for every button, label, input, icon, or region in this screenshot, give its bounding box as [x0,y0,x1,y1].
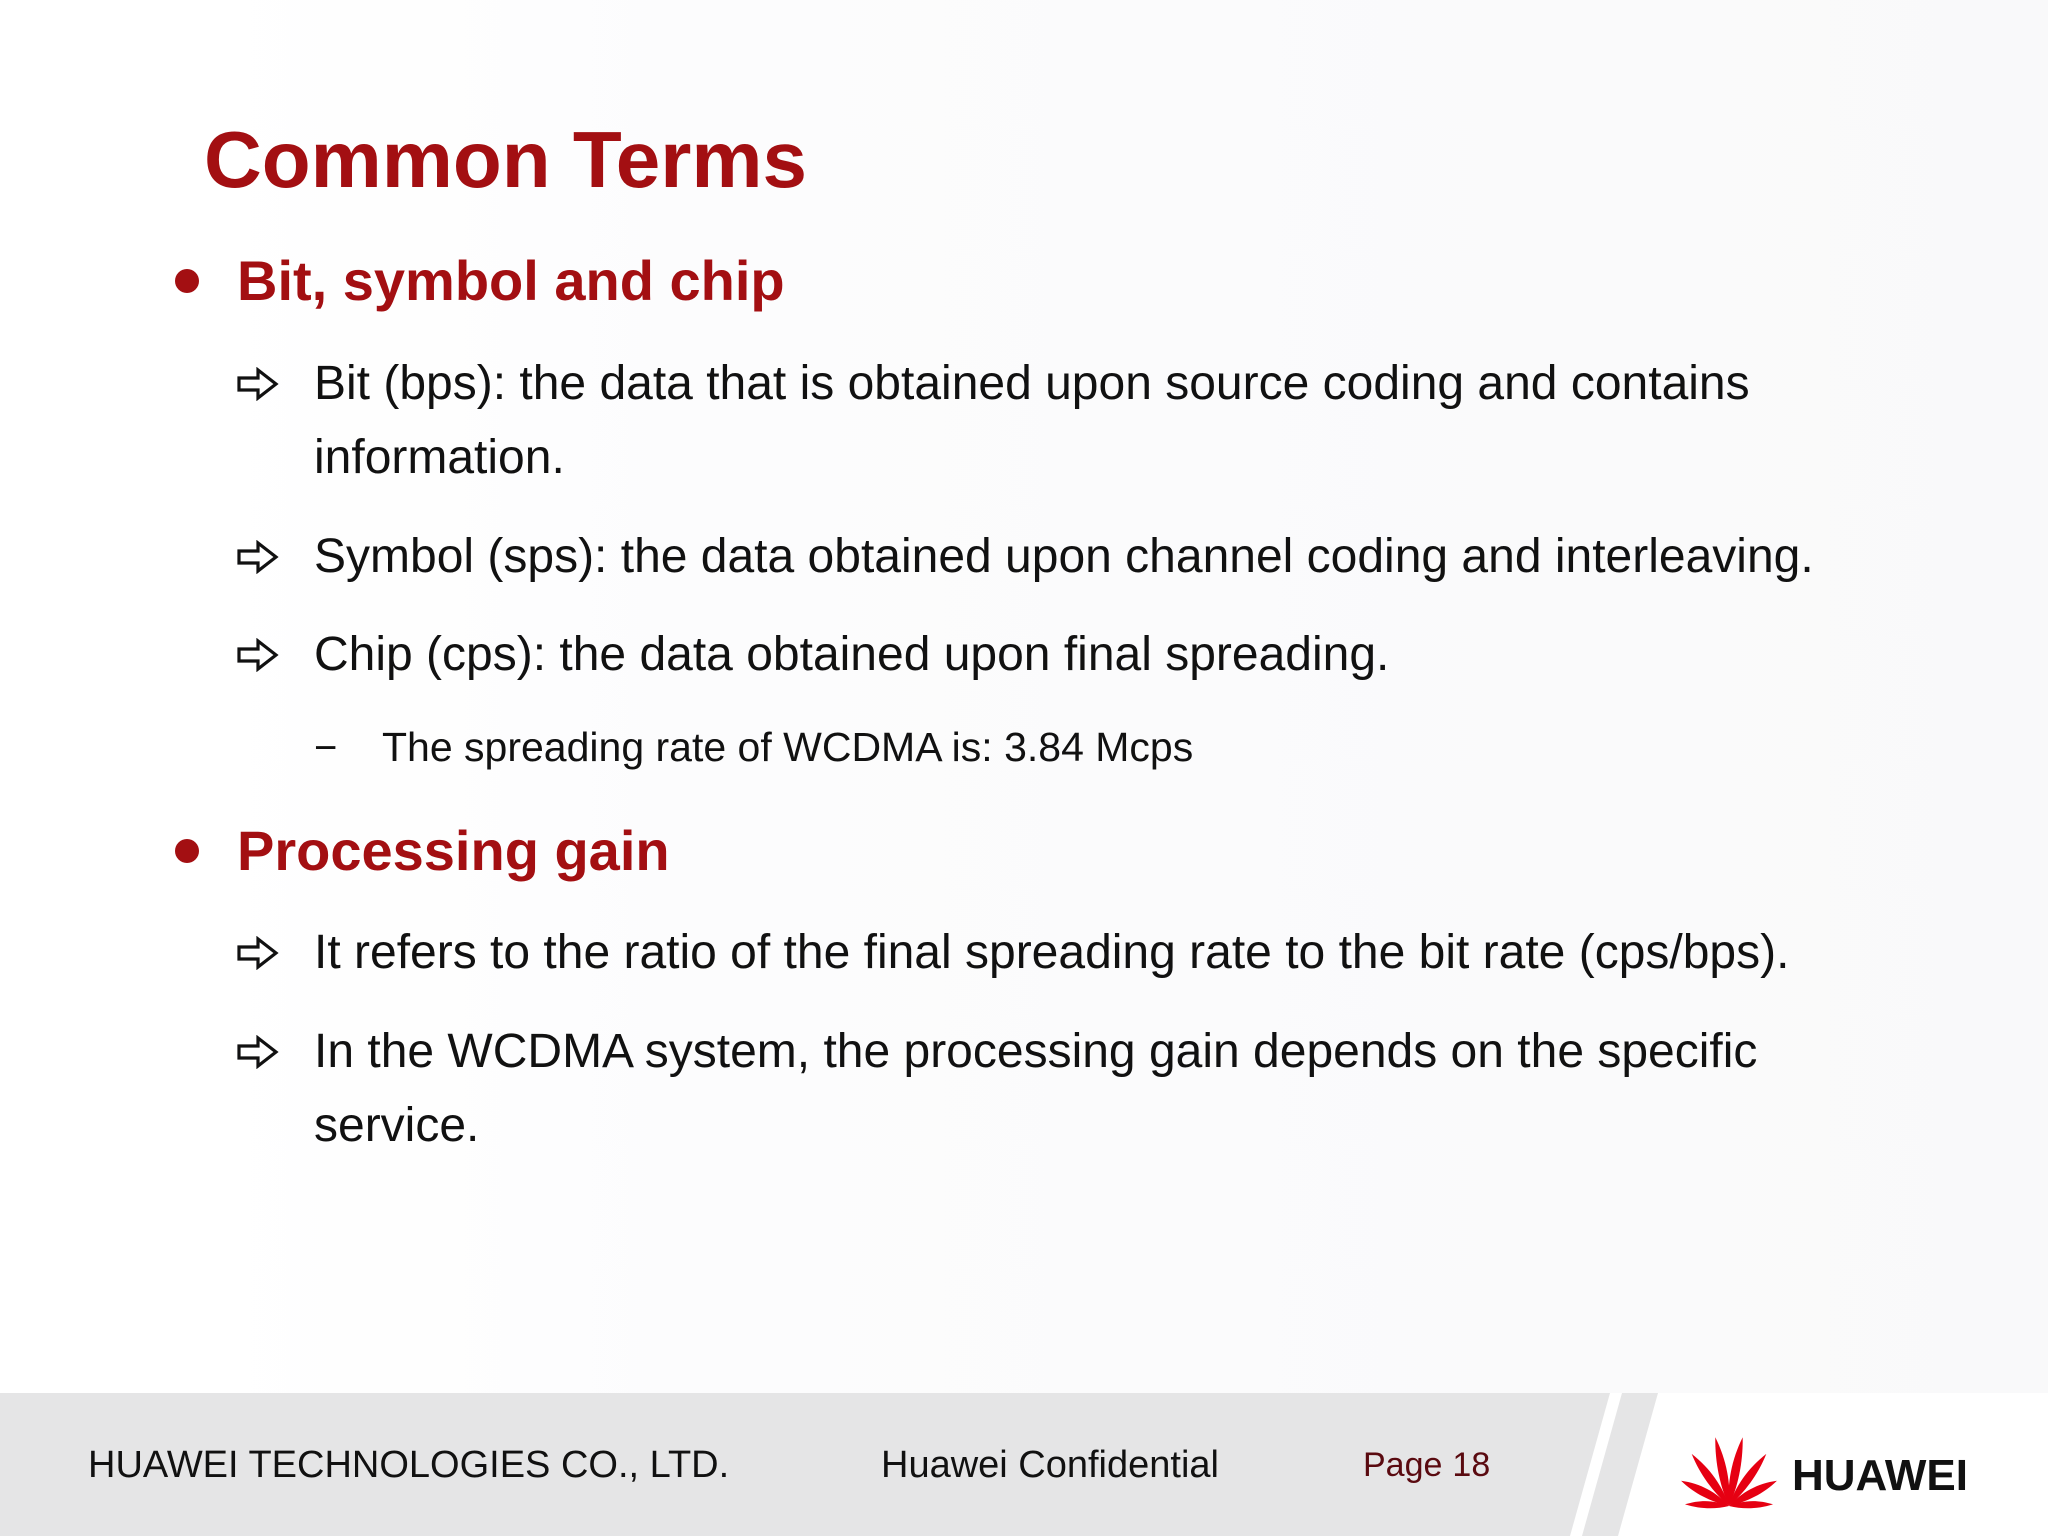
footer-company: HUAWEI TECHNOLOGIES CO., LTD. [88,1444,730,1486]
arrow-right-icon [236,618,314,692]
bullet-dot-icon [175,269,199,293]
list-item [236,1015,1936,1163]
list-item-text: It refers to the ratio of the final spreading rate to the bit rate (cps/bps). [314,926,1790,979]
arrow-right-icon [236,347,314,421]
list-item-text: In the WCDMA system, the processing gain depends on the specific service. [314,1025,1758,1152]
page-label: Page [1363,1446,1443,1484]
section-heading-label: Bit, symbol and chip [237,249,785,312]
sub-list-item-text: The spreading rate of WCDMA is: 3.84 Mcps [382,724,1194,770]
logo-text: HUAWEI [1792,1451,1968,1500]
arrow-right-icon [236,1015,314,1089]
dash-icon: − [314,725,338,770]
arrow-right-icon [236,520,314,594]
list-item-text: Bit (bps): the data that is obtained upon source coding and contains information. [314,357,1750,484]
list-item-text: Chip (cps): the data obtained upon final spreading. [314,628,1390,681]
list-item [236,916,1936,990]
footer-page-number [1363,1446,1500,1485]
footer-divider [1560,1393,1630,1536]
huawei-flower-icon [1680,1428,1778,1512]
list-item-text: Symbol (sps): the data obtained upon channel coding and interleaving. [314,530,1814,583]
list-item [236,520,1936,594]
section-heading-bit-symbol-chip [175,249,785,312]
section-heading-processing-gain [175,819,670,882]
slide-title: Common Terms [204,115,808,204]
section-heading-label: Processing gain [237,819,670,882]
footer-confidential: Huawei Confidential [881,1444,1219,1486]
list-item [236,618,1936,692]
page-number: 18 [1452,1446,1491,1484]
sub-list-item [314,724,1194,770]
bullet-dot-icon [175,839,199,863]
huawei-logo [1680,1428,1968,1512]
list-item [236,347,1936,495]
arrow-right-icon [236,916,314,990]
